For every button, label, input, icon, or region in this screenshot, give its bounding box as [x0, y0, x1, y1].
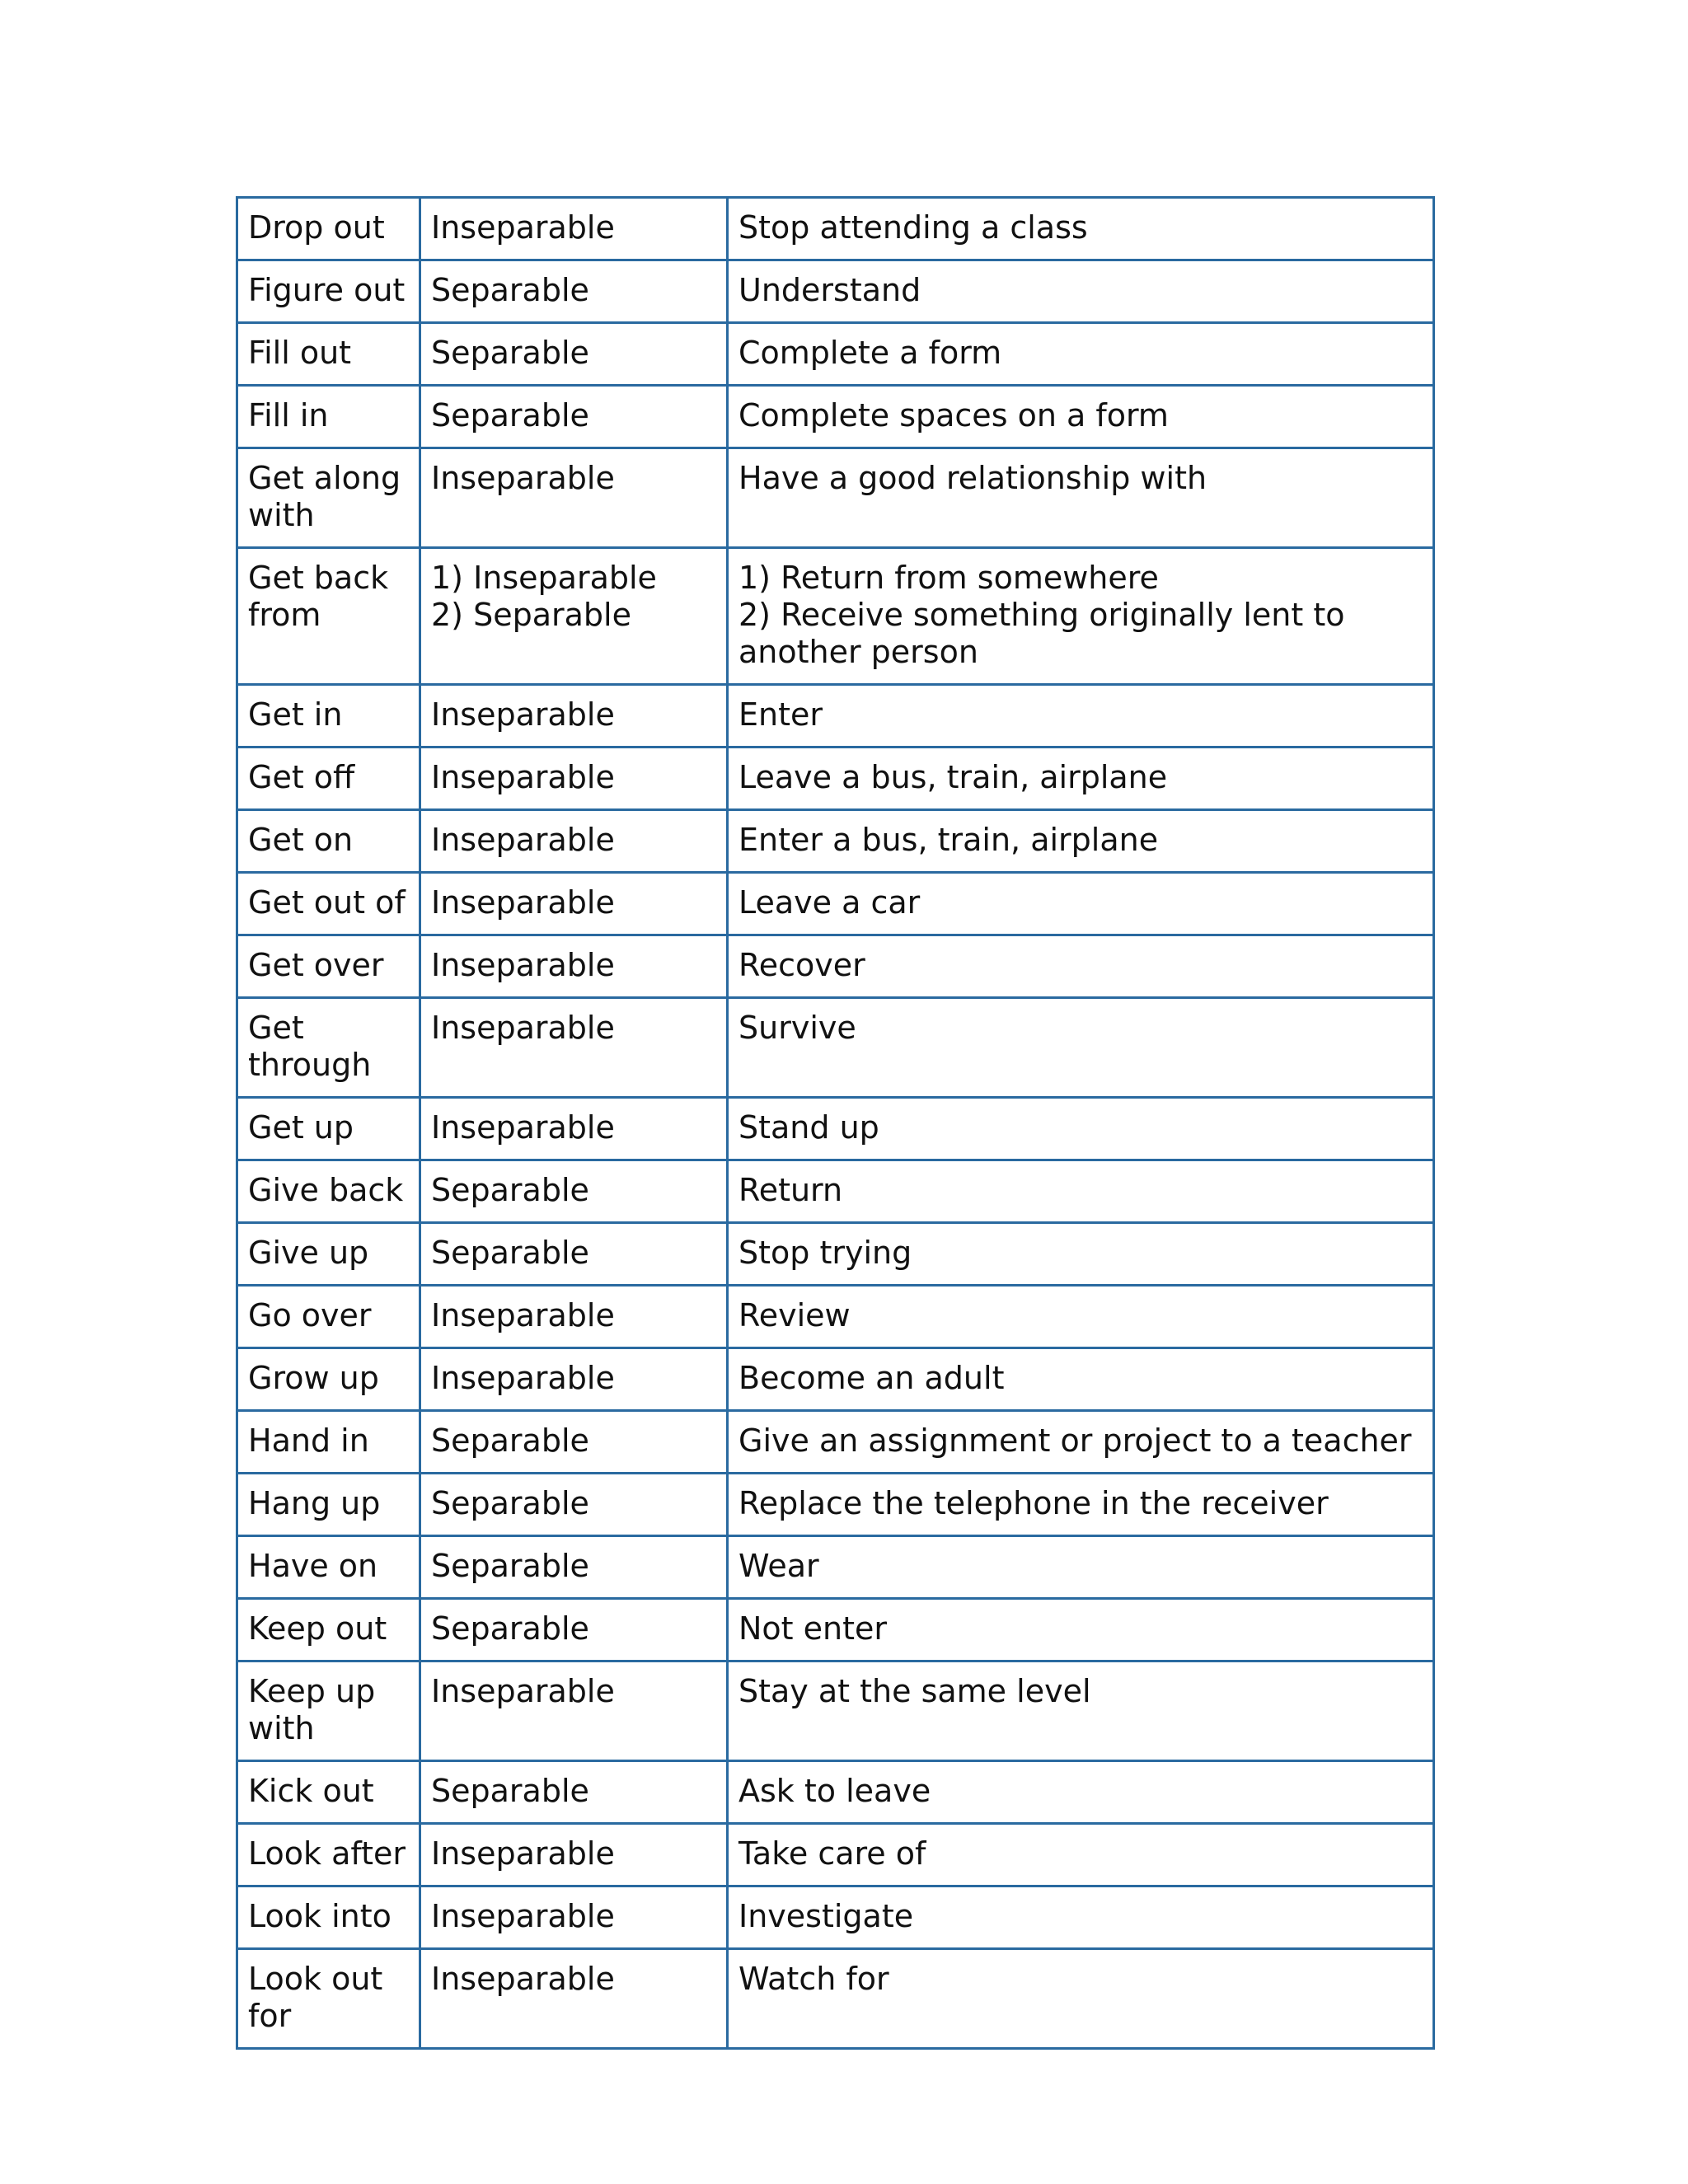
- verb-cell: Give up: [237, 1223, 420, 1286]
- table-row: [237, 1160, 1434, 1223]
- type-cell: [420, 548, 728, 685]
- verb-cell: Get off: [237, 748, 420, 810]
- type-cell: Separable: [420, 260, 728, 323]
- meaning-cell: Understand: [728, 260, 1434, 323]
- meaning-cell: Replace the telephone in the receiver: [728, 1474, 1434, 1536]
- table-row: [237, 448, 1434, 548]
- meaning-cell: Stop attending a class: [728, 198, 1434, 260]
- meaning-cell: Stop trying: [728, 1223, 1434, 1286]
- verb-cell: Get through: [237, 998, 420, 1098]
- verb-cell: Drop out: [237, 198, 420, 260]
- type-cell: Inseparable: [420, 1286, 728, 1348]
- type-cell: Inseparable: [420, 998, 728, 1098]
- table-row: [237, 1661, 1434, 1761]
- table-row: [237, 1286, 1434, 1348]
- type-cell: Inseparable: [420, 1886, 728, 1949]
- type-line: 1) Inseparable: [431, 560, 657, 596]
- table-row: [237, 1411, 1434, 1474]
- table-row: [237, 873, 1434, 935]
- table-row: [237, 1761, 1434, 1824]
- verb-cell: Grow up: [237, 1348, 420, 1411]
- meaning-cell: Enter a bus, train, airplane: [728, 810, 1434, 873]
- type-cell: Inseparable: [420, 810, 728, 873]
- verb-cell: Get on: [237, 810, 420, 873]
- table-row: [237, 1474, 1434, 1536]
- verb-cell: Hang up: [237, 1474, 420, 1536]
- type-cell: Inseparable: [420, 1949, 728, 2049]
- meaning-cell: Survive: [728, 998, 1434, 1098]
- meaning-line: 1) Return from somewhere: [738, 560, 1159, 596]
- meaning-cell: Leave a bus, train, airplane: [728, 748, 1434, 810]
- type-cell: Inseparable: [420, 1098, 728, 1160]
- verb-cell: Get up: [237, 1098, 420, 1160]
- verb-cell: Fill in: [237, 386, 420, 448]
- meaning-cell: Investigate: [728, 1886, 1434, 1949]
- verb-cell: Look into: [237, 1886, 420, 1949]
- table-row: [237, 810, 1434, 873]
- table-row: [237, 386, 1434, 448]
- meaning-cell: Give an assignment or project to a teacher: [728, 1411, 1434, 1474]
- type-cell: Inseparable: [420, 935, 728, 998]
- type-cell: Separable: [420, 1223, 728, 1286]
- meaning-cell: Leave a car: [728, 873, 1434, 935]
- verb-cell: Hand in: [237, 1411, 420, 1474]
- table-row: [237, 1536, 1434, 1599]
- table-row: [237, 1348, 1434, 1411]
- type-cell: Separable: [420, 1474, 728, 1536]
- type-cell: Inseparable: [420, 198, 728, 260]
- table-row: [237, 685, 1434, 748]
- phrasal-verbs-table: [236, 196, 1435, 2050]
- verb-cell: Have on: [237, 1536, 420, 1599]
- meaning-cell: Ask to leave: [728, 1761, 1434, 1824]
- type-cell: Inseparable: [420, 1348, 728, 1411]
- type-cell: Separable: [420, 386, 728, 448]
- meaning-cell: Recover: [728, 935, 1434, 998]
- type-line: 2) Separable: [431, 597, 631, 633]
- type-cell: Separable: [420, 1160, 728, 1223]
- table-row: [237, 1949, 1434, 2049]
- meaning-cell: Complete spaces on a form: [728, 386, 1434, 448]
- table-row: [237, 1098, 1434, 1160]
- table-row: [237, 1223, 1434, 1286]
- type-cell: Inseparable: [420, 448, 728, 548]
- verb-cell: Get over: [237, 935, 420, 998]
- verb-cell: Keep up with: [237, 1661, 420, 1761]
- meaning-cell: Become an adult: [728, 1348, 1434, 1411]
- type-cell: Separable: [420, 1761, 728, 1824]
- table-row: [237, 935, 1434, 998]
- type-cell: Inseparable: [420, 685, 728, 748]
- verb-cell: Get in: [237, 685, 420, 748]
- verb-cell: Get out of: [237, 873, 420, 935]
- table-row: [237, 1886, 1434, 1949]
- type-cell: Separable: [420, 1411, 728, 1474]
- meaning-cell: Return: [728, 1160, 1434, 1223]
- meaning-cell: Enter: [728, 685, 1434, 748]
- verb-cell: Look out for: [237, 1949, 420, 2049]
- type-cell: Inseparable: [420, 1661, 728, 1761]
- meaning-cell: Complete a form: [728, 323, 1434, 386]
- meaning-cell: [728, 548, 1434, 685]
- verb-cell: Give back: [237, 1160, 420, 1223]
- type-cell: Inseparable: [420, 873, 728, 935]
- type-cell: Separable: [420, 1536, 728, 1599]
- verb-cell: Get along with: [237, 448, 420, 548]
- meaning-cell: Review: [728, 1286, 1434, 1348]
- table-row: [237, 1599, 1434, 1661]
- meaning-cell: Stand up: [728, 1098, 1434, 1160]
- table-row: [237, 548, 1434, 685]
- verb-cell: Keep out: [237, 1599, 420, 1661]
- verb-cell: Figure out: [237, 260, 420, 323]
- table-row: [237, 998, 1434, 1098]
- meaning-cell: Stay at the same level: [728, 1661, 1434, 1761]
- meaning-cell: Have a good relationship with: [728, 448, 1434, 548]
- table-row: [237, 323, 1434, 386]
- meaning-cell: Not enter: [728, 1599, 1434, 1661]
- verb-cell: Get back from: [237, 548, 420, 685]
- verb-cell: Go over: [237, 1286, 420, 1348]
- meaning-cell: Take care of: [728, 1824, 1434, 1886]
- meaning-line: 2) Receive something originally lent to another person: [738, 597, 1345, 670]
- table-row: [237, 260, 1434, 323]
- verb-cell: Fill out: [237, 323, 420, 386]
- verb-cell: Look after: [237, 1824, 420, 1886]
- table-row: [237, 748, 1434, 810]
- type-cell: Separable: [420, 1599, 728, 1661]
- type-cell: Inseparable: [420, 748, 728, 810]
- verb-cell: Kick out: [237, 1761, 420, 1824]
- meaning-cell: Watch for: [728, 1949, 1434, 2049]
- table-row: [237, 198, 1434, 260]
- table-row: [237, 1824, 1434, 1886]
- type-cell: Inseparable: [420, 1824, 728, 1886]
- type-cell: Separable: [420, 323, 728, 386]
- meaning-cell: Wear: [728, 1536, 1434, 1599]
